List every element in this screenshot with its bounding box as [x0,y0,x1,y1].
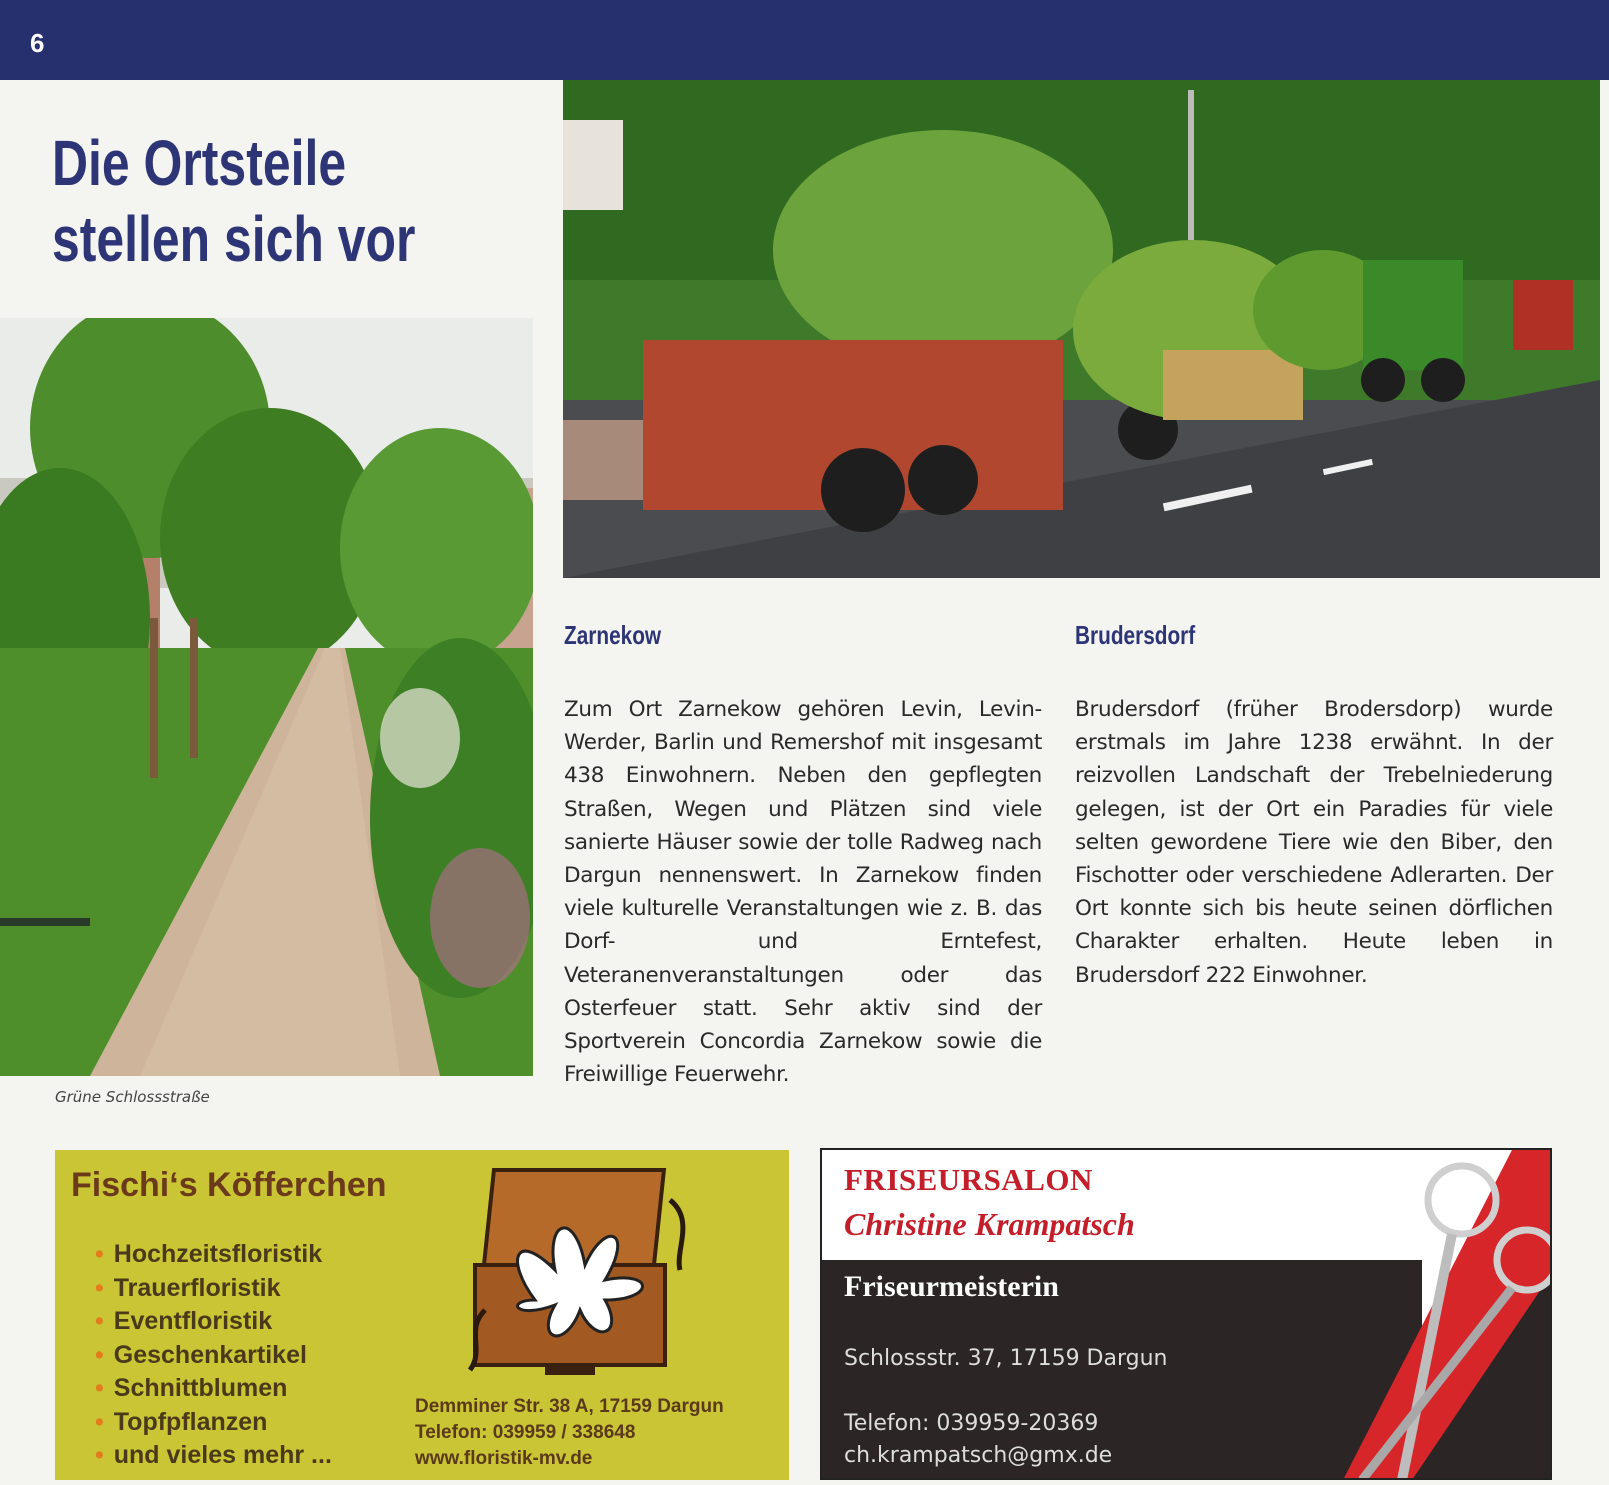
section-zarnekow [564,620,1042,1091]
salon-contact [844,1408,1112,1472]
service-item: • Schnittblumen [95,1374,288,1402]
header-bar [0,0,1609,80]
salon-phone: Telefon: 039959-20369 [844,1411,1099,1436]
florist-name: Fischi‘s Köfferchen [71,1166,387,1204]
zarnekow-heading: Zarnekow [564,620,662,650]
florist-contact [415,1394,724,1472]
florist-services [95,1238,332,1473]
brudersdorf-heading: Brudersdorf [1075,620,1196,650]
florist-phone: Telefon: 039959 / 338648 [415,1422,636,1443]
salon-owner: Christine Krampatsch [844,1206,1135,1242]
service-item: • Eventfloristik [95,1307,273,1335]
florist-website[interactable]: www.floristik-mv.de [415,1448,593,1469]
service-item: • und vieles mehr ... [95,1441,332,1469]
salon-role: Friseurmeisterin [844,1270,1059,1303]
title-line-1: Die Ortsteile [52,127,347,199]
service-item: • Geschenkartikel [95,1340,307,1369]
title-line-2: stellen sich vor [52,203,416,275]
ad-florist [55,1150,789,1480]
suitcase-lily-icon [465,1160,695,1380]
photo-green-avenue [0,318,533,1076]
service-item: • Trauerfloristik [95,1273,281,1302]
service-item: • Topfpflanzen [95,1407,268,1436]
salon-email[interactable]: ch.krampatsch@gmx.de [844,1443,1113,1468]
zarnekow-text: Zum Ort Zarnekow gehören Levin, Levin-Werder, Barlin und Remershof mit insgesamt 438 Einwohnern. Neben den gepflegten Straßen, Wegen und Plätzen sind viele sanierte Häuser sowie der tolle Radweg nach Dargun nennenswert. In Zarnekow finden viele kulturelle Veranstaltungen wie z. B. das Dorf- und Erntefest, Veteranenveranstaltungen oder das Osterfeuer statt. Sehr aktiv sind der Sportverein Concordia Zarnekow sowie die Freiwillige Feuerwehr. [564,697,1042,1088]
photo-caption: Grüne Schlossstraße [55,1088,210,1106]
service-item: • Hochzeitsfloristik [95,1240,323,1268]
photo-harvest-parade [563,80,1600,578]
salon-title: FRISEURSALON [844,1162,1093,1197]
page-title [52,125,419,277]
ad-hair-salon [820,1148,1552,1480]
salon-address: Schlossstr. 37, 17159 Dargun [844,1346,1168,1371]
brudersdorf-text: Brudersdorf (früher Brodersdorp) wurde erstmals im Jahre 1238 erwähnt. In der reizvollen Landschaft der Trebelniederung gelegen, ist der Ort ein Paradies für viele selten gewordene Tiere wie den Biber, den Fischotter oder verschiedene Adlerarten. Der Ort konnte sich bis heute seinen dörflichen Charakter erhalten. Heute leben in Brudersdorf 222 Einwohner. [1075,697,1553,988]
section-brudersdorf [1075,620,1553,992]
florist-address: Demminer Str. 38 A, 17159 Dargun [415,1396,724,1417]
page-number: 6 [30,28,45,58]
